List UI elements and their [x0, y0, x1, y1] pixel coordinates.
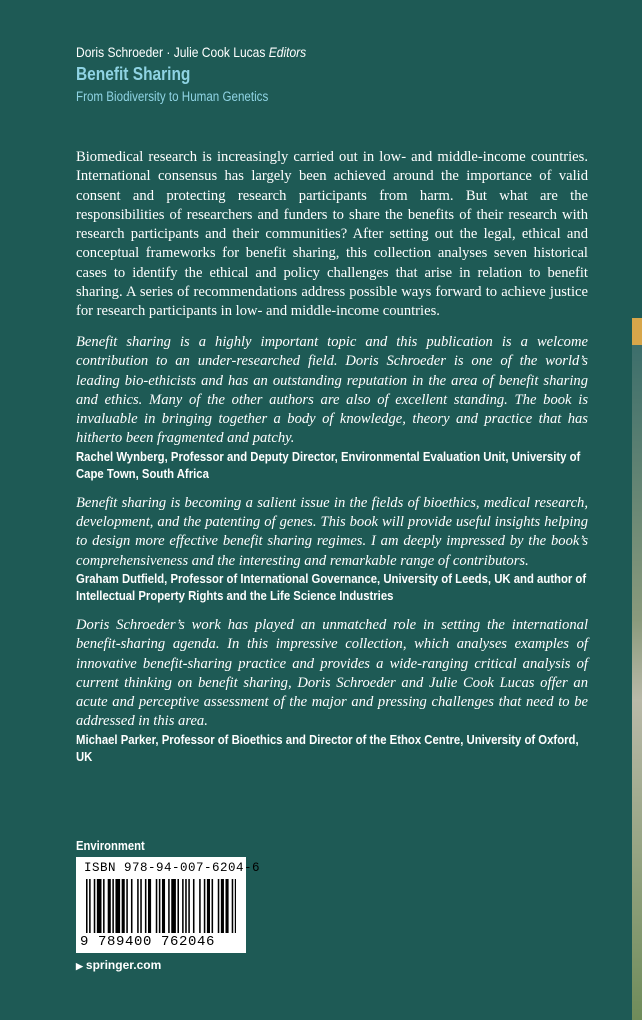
barcode-bar [221, 879, 224, 933]
barcode-label [76, 857, 261, 953]
review-quote: Doris Schroeder’s work has played an unmatched role in setting the international benefit-sharing agenda. In this impressive collection, which analyses examples of innovative benefit-sharing practice and provides a wide-ranging critical analysis of current thinking on benefit sharing, Doris Schroeder and Julie Cook Lucas offer an acute and perceptive assessment of the major and pressing challenges that need to be addressed in this area. [76, 616, 588, 730]
triangle-right-icon: ▶ [76, 961, 83, 971]
barcode-bar [137, 879, 139, 933]
publisher-url: springer.com [85, 958, 162, 972]
review-author: Graham Dutfield, Professor of International Governance, University of Leeds, UK and author of Intellectual Property Rights and the Life Science Industries [76, 571, 587, 604]
barcode-bar [168, 879, 170, 933]
book-subtitle: From Biodiversity to Human Genetics [76, 89, 269, 104]
barcode-bar [94, 879, 96, 933]
barcode-bar [188, 879, 190, 933]
barcode-bar [108, 879, 111, 933]
barcode-bar [171, 879, 176, 933]
barcode-bar [140, 879, 142, 933]
barcode-bar [148, 879, 151, 933]
editors-role: Editors [268, 44, 307, 60]
barcode-bar [112, 879, 114, 933]
barcode-bar [103, 879, 105, 933]
barcode-bar [207, 879, 210, 933]
barcode-bar [145, 879, 147, 933]
book-title: Benefit Sharing [76, 64, 191, 84]
barcode-bar [182, 879, 184, 933]
review-item [76, 616, 588, 767]
spine-edge-image [632, 0, 642, 1020]
editors-names: Doris Schroeder · Julie Cook Lucas [76, 44, 266, 60]
barcode-bar [126, 879, 128, 933]
barcode-bar [185, 879, 187, 933]
review-item [76, 333, 588, 484]
barcode-bar [131, 879, 133, 933]
review-item [76, 494, 588, 606]
book-description: Biomedical research is increasingly carried out in low- and middle-income countries. International consensus has largely been achieved around the importance of valid consent and protecting research participants from harm. But what are the responsibilities of researchers and funders to share the benefits of their research with research participants and their communities? After setting out the legal, ethical and conceptual frameworks for benefit sharing, this collection analyses seven historical cases to identify the ethical and policy challenges that arise in relation to benefit sharing. A series of recommendations address possible ways forward to achieve justice for research participants in low- and middle-income countries. [76, 149, 588, 320]
review-quote: Benefit sharing is becoming a salient issue in the fields of bioethics, medical research, development, and the patenting of genes. This book will provide useful insights helping to design more effective benefit sharing regimes. I am deeply impressed by the book’s comprehensiveness and the interesting and remarkable range of contributors. [76, 494, 588, 569]
barcode-bar [232, 879, 234, 933]
barcode-bar [204, 879, 206, 933]
barcode-bar [199, 879, 201, 933]
barcode-bar [86, 879, 88, 933]
review-author: Michael Parker, Professor of Bioethics and Director of the Ethox Centre, University of Oxford, UK [76, 732, 579, 765]
barcode-number: 9 789400 762046 [80, 934, 216, 950]
barcode-bar [122, 879, 125, 933]
barcode-bar [226, 879, 229, 933]
barcode-bar [235, 879, 236, 933]
review-quote: Benefit sharing is a highly important topic and this publication is a welcome contribution to an under-researched field. Doris Schroeder is one of the world’s leading bio-ethicists and has an outstanding reputation in the area of benefit sharing and ethics. Many of the other authors are also of excellent standing. The book is invaluable in bringing together a body of knowledge, theory and practice that has hitherto been fragmented and patchy. [76, 334, 588, 447]
cover-header [76, 44, 344, 104]
barcode-bar [177, 879, 179, 933]
barcode-bar [212, 879, 214, 933]
barcode-bar [156, 879, 158, 933]
barcode-bar [97, 879, 102, 933]
review-author: Rachel Wynberg, Professor and Deputy Director, Environmental Evaluation Unit, University of Cape Town, South Africa [76, 449, 581, 482]
barcode-bar [115, 879, 120, 933]
barcode-bar [89, 879, 91, 933]
barcode-bar [218, 879, 220, 933]
publisher-link[interactable] [76, 958, 161, 972]
isbn-text: ISBN 978-94-007-6204-6 [84, 861, 261, 875]
editors-line [76, 44, 306, 60]
barcode-bar [193, 879, 195, 933]
barcode-bar [162, 879, 165, 933]
barcode-icon [86, 879, 236, 933]
reviews-section [76, 333, 588, 777]
barcode-bar [159, 879, 161, 933]
subject-category: Environment [76, 839, 145, 853]
